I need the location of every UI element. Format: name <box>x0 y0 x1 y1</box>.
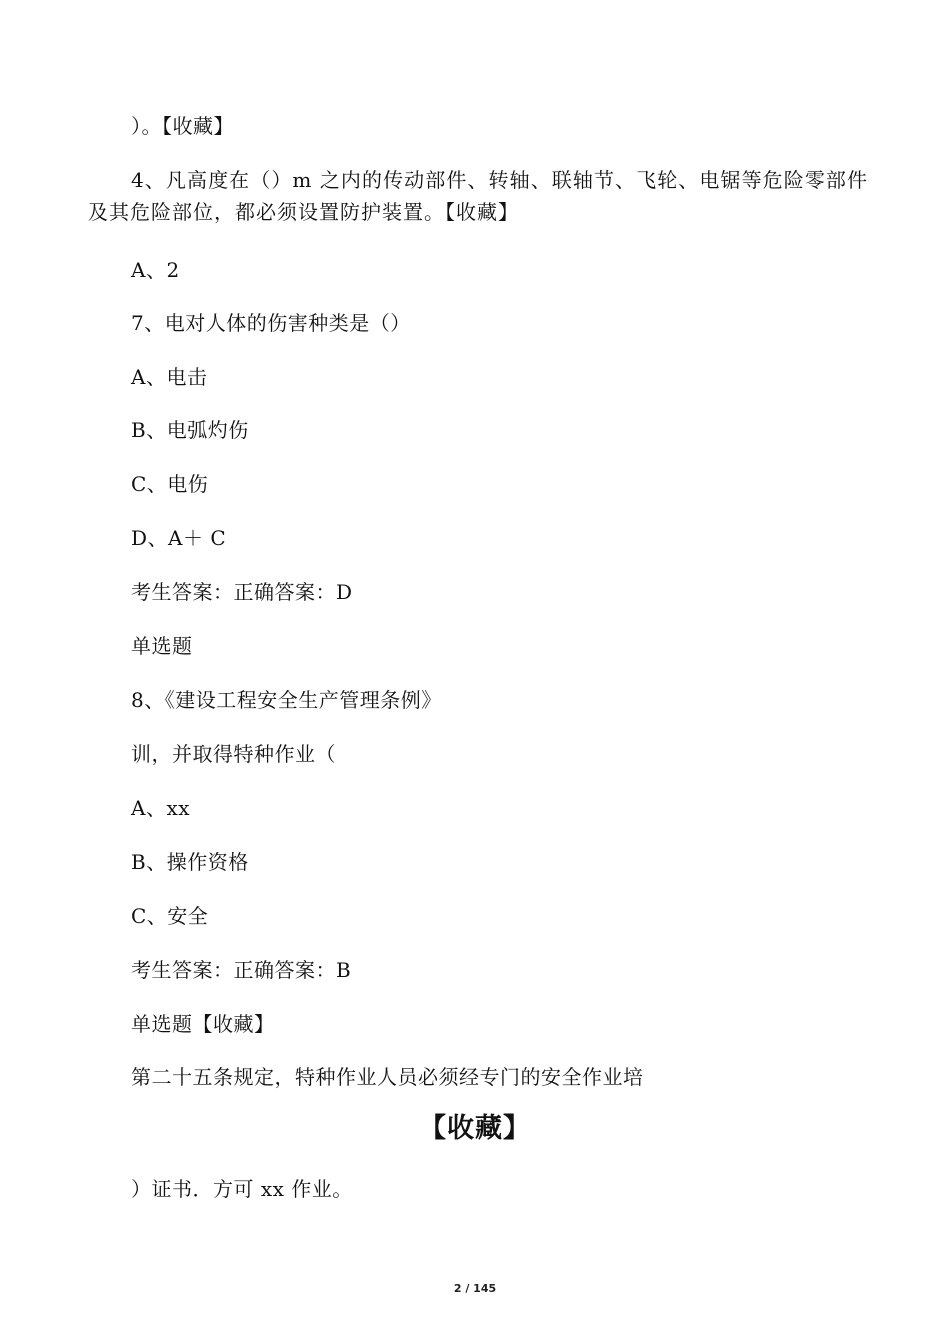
option-line: C、安全 <box>131 904 209 928</box>
favorite-heading: 【收藏】 <box>419 1113 531 1144</box>
text-line: ）证书．方可 xx 作业。 <box>131 1177 353 1201</box>
option-line: D、A＋ C <box>131 526 227 550</box>
page-number: 2 / 145 <box>453 1282 497 1295</box>
option-line: A、电击 <box>131 365 208 389</box>
option-line: A、2 <box>131 258 180 282</box>
option-line: A、xx <box>131 796 191 820</box>
question-4-paragraph: 4、凡高度在（）m 之内的传动部件、转轴、联轴节、飞轮、电锯等危险零部件及其危险部位，都必须设置防护装置。【收藏】 <box>88 168 868 224</box>
text-line: 训，并取得特种作业（ <box>131 742 336 766</box>
option-line: B、电弧灼伤 <box>131 418 249 442</box>
question-8-line: 8、《建设工程安全生产管理条例》 <box>131 688 442 712</box>
option-line: B、操作资格 <box>131 850 249 874</box>
answer-line: 考生答案：正确答案：D <box>131 580 353 604</box>
question-type-line: 单选题 <box>131 634 193 658</box>
text-line: 第二十五条规定，特种作业人员必须经专门的安全作业培 <box>131 1065 644 1089</box>
text-line: ）。【收藏】 <box>131 114 234 138</box>
option-line: C、电伤 <box>131 472 209 496</box>
answer-line: 考生答案：正确答案：B <box>131 958 352 982</box>
question-type-line: 单选题【收藏】 <box>131 1012 275 1036</box>
question-7-line: 7、电对人体的伤害种类是（） <box>131 311 411 335</box>
